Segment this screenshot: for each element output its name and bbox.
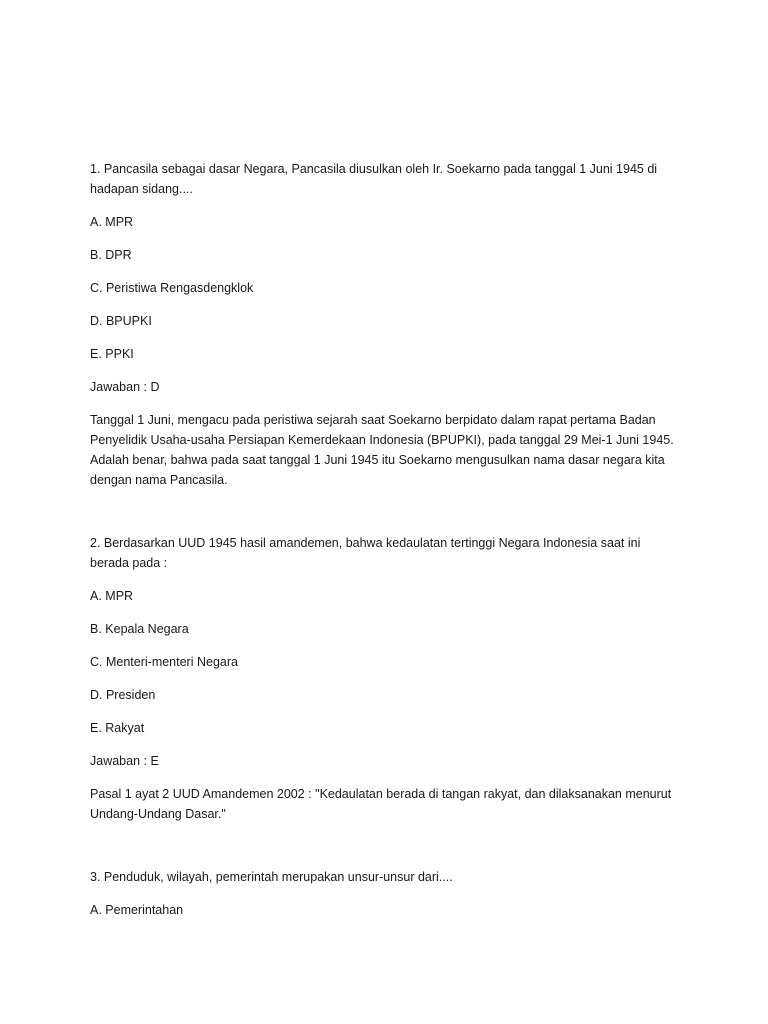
option-d: D. BPUPKI — [90, 314, 152, 328]
explanation-text: Pasal 1 ayat 2 UUD Amandemen 2002 : "Kedaulatan berada di tangan rakyat, dan dilaksanakan menurut Undang-Undang Dasar." — [90, 787, 672, 821]
question-block-2 — [90, 533, 690, 824]
explanation-text: Tanggal 1 Juni, mengacu pada peristiwa sejarah saat Soekarno berpidato dalam rapat pertama Badan Penyelidik Usaha-usaha Persiapan Kemerdekaan Indonesia (BPUPKI), pada tanggal 29 Mei-1 Juni 1945. Adalah benar, bahwa pada saat tanggal 1 Juni 1945 itu Soekarno mengusulkan nama dasar negara kita dengan nama Pancasila. — [90, 413, 674, 487]
option-d: D. Presiden — [90, 688, 156, 702]
option-e: E. PPKI — [90, 347, 134, 361]
answer-text: Jawaban : E — [90, 754, 159, 768]
document-page — [90, 159, 690, 933]
option-b: B. Kepala Negara — [90, 622, 189, 636]
answer-text: Jawaban : D — [90, 380, 160, 394]
question-block-3 — [90, 867, 690, 920]
option-b: B. DPR — [90, 248, 132, 262]
question-text: 2. Berdasarkan UUD 1945 hasil amandemen, bahwa kedaulatan tertinggi Negara Indonesia saat ini berada pada : — [90, 536, 641, 570]
option-c: C. Peristiwa Rengasdengklok — [90, 281, 254, 295]
option-a: A. Pemerintahan — [90, 903, 184, 917]
option-c: C. Menteri-menteri Negara — [90, 655, 238, 669]
option-e: E. Rakyat — [90, 721, 145, 735]
option-a: A. MPR — [90, 589, 134, 603]
question-text: 3. Penduduk, wilayah, pemerintah merupakan unsur-unsur dari.... — [90, 870, 453, 884]
option-a: A. MPR — [90, 215, 134, 229]
question-text: 1. Pancasila sebagai dasar Negara, Pancasila diusulkan oleh Ir. Soekarno pada tanggal 1 Juni 1945 di hadapan sidang.... — [90, 162, 658, 196]
question-block-1 — [90, 159, 690, 490]
